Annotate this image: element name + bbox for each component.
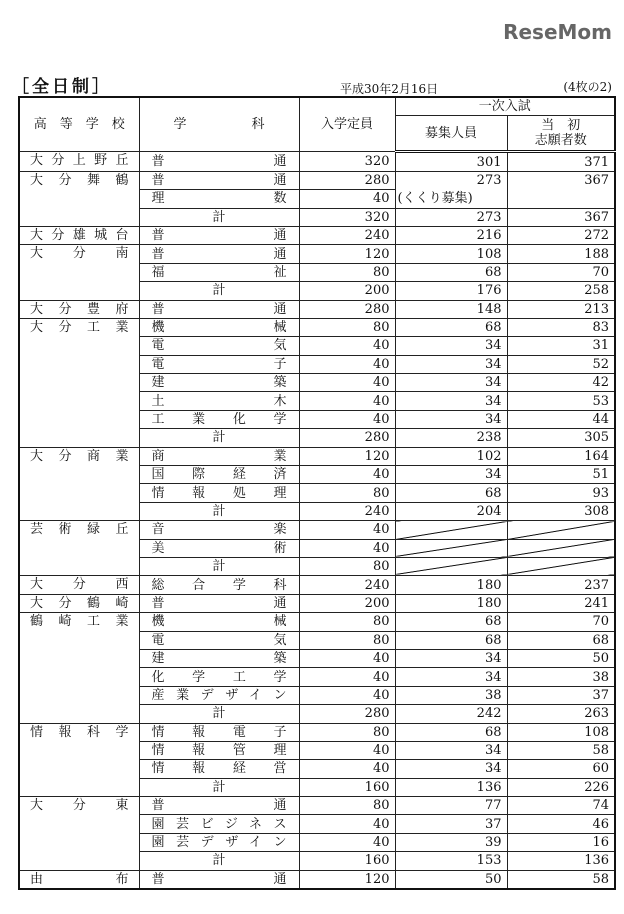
subject-name: 普通: [139, 152, 299, 171]
applicants-value: 136: [507, 852, 615, 870]
applicants-value: 42: [507, 374, 615, 392]
resemom-watermark-logo: ReseMom: [503, 20, 612, 44]
header-school: 高 等 学 校: [19, 97, 139, 152]
applicants-value: 60: [507, 760, 615, 778]
subject-name: 電気: [139, 337, 299, 355]
applicants-value: 188: [507, 245, 615, 263]
capacity-value: 80: [299, 797, 395, 815]
recruit-value: 34: [395, 374, 507, 392]
recruit-note: (くくり募集): [395, 190, 507, 208]
applicants-value: 58: [507, 741, 615, 759]
capacity-value: 40: [299, 539, 395, 557]
subject-name: 電子: [139, 355, 299, 373]
recruit-value: 68: [395, 484, 507, 502]
applicants-value: 258: [507, 282, 615, 300]
subject-name: 美術: [139, 539, 299, 557]
table-row: [19, 447, 615, 465]
recruit-value: 34: [395, 337, 507, 355]
applicants-value: 70: [507, 613, 615, 631]
capacity-value: 80: [299, 484, 395, 502]
admissions-table: [18, 96, 616, 890]
capacity-value: 40: [299, 741, 395, 759]
subject-name: 化学工学: [139, 668, 299, 686]
recruit-value: 34: [395, 392, 507, 410]
recruit-value: 68: [395, 631, 507, 649]
header-recruit: 募集人員: [395, 116, 507, 152]
applicants-value: 213: [507, 300, 615, 318]
subject-name: 総合学科: [139, 576, 299, 594]
table-row: [19, 318, 615, 336]
table-row: [19, 797, 615, 815]
capacity-value: 40: [299, 668, 395, 686]
applicants-value: 44: [507, 410, 615, 428]
capacity-value: 160: [299, 778, 395, 796]
capacity-value: 120: [299, 870, 395, 889]
applicants-value: 93: [507, 484, 615, 502]
subject-name: 福祉: [139, 263, 299, 281]
applicants-value: 305: [507, 429, 615, 447]
applicants-value: 52: [507, 355, 615, 373]
capacity-value: 80: [299, 318, 395, 336]
capacity-value: 40: [299, 466, 395, 484]
table-row: [19, 300, 615, 318]
recruit-value: 242: [395, 705, 507, 723]
recruit-value: 68: [395, 613, 507, 631]
total-label: 計: [139, 705, 299, 723]
recruit-value: 180: [395, 576, 507, 594]
total-label: 計: [139, 557, 299, 575]
table-row: [19, 594, 615, 612]
table-row: [19, 576, 615, 594]
applicants-value: 51: [507, 466, 615, 484]
applicants-value: 70: [507, 263, 615, 281]
applicants-value: 31: [507, 337, 615, 355]
capacity-value: 200: [299, 282, 395, 300]
capacity-value: 160: [299, 852, 395, 870]
school-name: 由布: [19, 870, 139, 889]
recruit-value: 176: [395, 282, 507, 300]
applicants-value: 308: [507, 502, 615, 520]
recruit-value: 153: [395, 852, 507, 870]
recruit-value: 34: [395, 410, 507, 428]
recruit-value: 50: [395, 870, 507, 889]
recruit-value: 34: [395, 649, 507, 667]
recruit-value: 34: [395, 760, 507, 778]
recruit-value: 102: [395, 447, 507, 465]
course-type-label: ［全日制］: [12, 77, 112, 97]
school-name: 大分豊府: [19, 300, 139, 318]
capacity-value: 80: [299, 557, 395, 575]
capacity-value: 280: [299, 171, 395, 189]
recruit-value: 39: [395, 833, 507, 851]
applicants-value: 241: [507, 594, 615, 612]
capacity-value: 120: [299, 245, 395, 263]
capacity-value: 80: [299, 263, 395, 281]
subject-name: 普通: [139, 300, 299, 318]
subject-name: 園芸ビジネス: [139, 815, 299, 833]
capacity-value: 240: [299, 226, 395, 244]
table-row: [19, 613, 615, 631]
recruit-value: 273: [395, 171, 507, 189]
subject-name: 情報電子: [139, 723, 299, 741]
recruit-value: 180: [395, 594, 507, 612]
header-applicants: [507, 116, 615, 152]
subject-name: 情報処理: [139, 484, 299, 502]
applicants-value: 263: [507, 705, 615, 723]
recruit-value: 108: [395, 245, 507, 263]
recruit-value: 216: [395, 226, 507, 244]
subject-name: 普通: [139, 171, 299, 189]
school-name: 情報科学: [19, 723, 139, 797]
applicants-value: 226: [507, 778, 615, 796]
capacity-value: 320: [299, 208, 395, 226]
total-label: 計: [139, 778, 299, 796]
capacity-value: 40: [299, 521, 395, 539]
applicants-value: 37: [507, 686, 615, 704]
applicants-value: 367: [507, 171, 615, 189]
recruit-value: 34: [395, 466, 507, 484]
subject-name: 普通: [139, 226, 299, 244]
table-row: [19, 245, 615, 263]
subject-name: 情報経営: [139, 760, 299, 778]
recruit-value: 38: [395, 686, 507, 704]
applicants-value: 83: [507, 318, 615, 336]
school-name: 大分商業: [19, 447, 139, 521]
recruit-value: 34: [395, 741, 507, 759]
school-name: 大分鶴崎: [19, 594, 139, 612]
header-capacity: 入学定員: [299, 97, 395, 152]
subject-name: 産業デザイン: [139, 686, 299, 704]
subject-name: 理数: [139, 190, 299, 208]
capacity-value: 40: [299, 649, 395, 667]
applicants-value: 108: [507, 723, 615, 741]
capacity-value: 80: [299, 723, 395, 741]
recruit-value: 68: [395, 263, 507, 281]
recruit-value: 34: [395, 355, 507, 373]
capacity-value: 80: [299, 613, 395, 631]
recruit-value: 204: [395, 502, 507, 520]
subject-name: 普通: [139, 594, 299, 612]
table-row: [19, 226, 615, 244]
subject-name: 園芸デザイン: [139, 833, 299, 851]
capacity-value: 320: [299, 152, 395, 171]
school-name: 大分西: [19, 576, 139, 594]
header-applicants-line2: 志願者数: [534, 133, 587, 149]
subject-name: 国際経済: [139, 466, 299, 484]
document-date: 平成30年2月16日: [340, 82, 439, 96]
applicants-value: 272: [507, 226, 615, 244]
capacity-value: 40: [299, 686, 395, 704]
capacity-value: 40: [299, 410, 395, 428]
capacity-value: 40: [299, 374, 395, 392]
applicants-value: 46: [507, 815, 615, 833]
school-name: 大分東: [19, 797, 139, 871]
subject-name: 電気: [139, 631, 299, 649]
capacity-value: 40: [299, 392, 395, 410]
applicants-value: 367: [507, 208, 615, 226]
school-name: 大分南: [19, 245, 139, 300]
subject-name: 普通: [139, 797, 299, 815]
capacity-value: 280: [299, 300, 395, 318]
subject-name: 建築: [139, 374, 299, 392]
subject-name: 機械: [139, 613, 299, 631]
applicants-value: 68: [507, 631, 615, 649]
capacity-value: 40: [299, 355, 395, 373]
recruit-na: [395, 557, 507, 575]
capacity-value: 200: [299, 594, 395, 612]
recruit-value: 148: [395, 300, 507, 318]
subject-name: 普通: [139, 245, 299, 263]
header-applicants-line1: 当 初: [541, 118, 581, 134]
table-body: [19, 152, 615, 889]
applicants-value: 38: [507, 668, 615, 686]
subject-name: 商業: [139, 447, 299, 465]
page-indicator: (4枚の2): [563, 80, 612, 94]
school-name: 大分雄城台: [19, 226, 139, 244]
capacity-value: 40: [299, 760, 395, 778]
applicants-na: [507, 539, 615, 557]
applicants-na: [507, 521, 615, 539]
subject-name: 建築: [139, 649, 299, 667]
capacity-value: 80: [299, 631, 395, 649]
table-row: [19, 870, 615, 889]
recruit-value: 68: [395, 318, 507, 336]
capacity-value: 280: [299, 429, 395, 447]
applicants-value: 16: [507, 833, 615, 851]
total-label: 計: [139, 852, 299, 870]
total-label: 計: [139, 502, 299, 520]
subject-name: 情報管理: [139, 741, 299, 759]
recruit-na: [395, 539, 507, 557]
table-row: [19, 723, 615, 741]
recruit-value: 273: [395, 208, 507, 226]
subject-name: 土木: [139, 392, 299, 410]
subject-name: 普通: [139, 870, 299, 889]
subject-name: 音楽: [139, 521, 299, 539]
recruit-na: [395, 521, 507, 539]
header-first-exam: 一次入試: [395, 97, 615, 116]
recruit-value: 77: [395, 797, 507, 815]
table-row: [19, 171, 615, 189]
school-name: 大分舞鶴: [19, 171, 139, 226]
applicants-na: [507, 557, 615, 575]
capacity-value: 280: [299, 705, 395, 723]
applicants-value: 74: [507, 797, 615, 815]
capacity-value: 240: [299, 502, 395, 520]
capacity-value: 40: [299, 815, 395, 833]
school-name: 芸術緑丘: [19, 521, 139, 576]
recruit-value: 301: [395, 152, 507, 171]
subject-name: 機械: [139, 318, 299, 336]
recruit-value: 68: [395, 723, 507, 741]
recruit-value: 37: [395, 815, 507, 833]
subject-name: 工業化学: [139, 410, 299, 428]
capacity-value: 240: [299, 576, 395, 594]
header-subject: 学 科: [139, 97, 299, 152]
applicants-value: [507, 190, 615, 208]
applicants-value: 53: [507, 392, 615, 410]
total-label: 計: [139, 282, 299, 300]
capacity-value: 40: [299, 190, 395, 208]
total-label: 計: [139, 208, 299, 226]
capacity-value: 120: [299, 447, 395, 465]
applicants-value: 371: [507, 152, 615, 171]
recruit-value: 34: [395, 668, 507, 686]
recruit-value: 238: [395, 429, 507, 447]
school-name: 大分上野丘: [19, 152, 139, 171]
applicants-value: 58: [507, 870, 615, 889]
applicants-value: 237: [507, 576, 615, 594]
table-row: [19, 521, 615, 539]
total-label: 計: [139, 429, 299, 447]
school-name: 鶴崎工業: [19, 613, 139, 723]
recruit-value: 136: [395, 778, 507, 796]
school-name: 大分工業: [19, 318, 139, 447]
applicants-value: 50: [507, 649, 615, 667]
table-row: [19, 152, 615, 171]
applicants-value: 164: [507, 447, 615, 465]
capacity-value: 40: [299, 337, 395, 355]
capacity-value: 40: [299, 833, 395, 851]
